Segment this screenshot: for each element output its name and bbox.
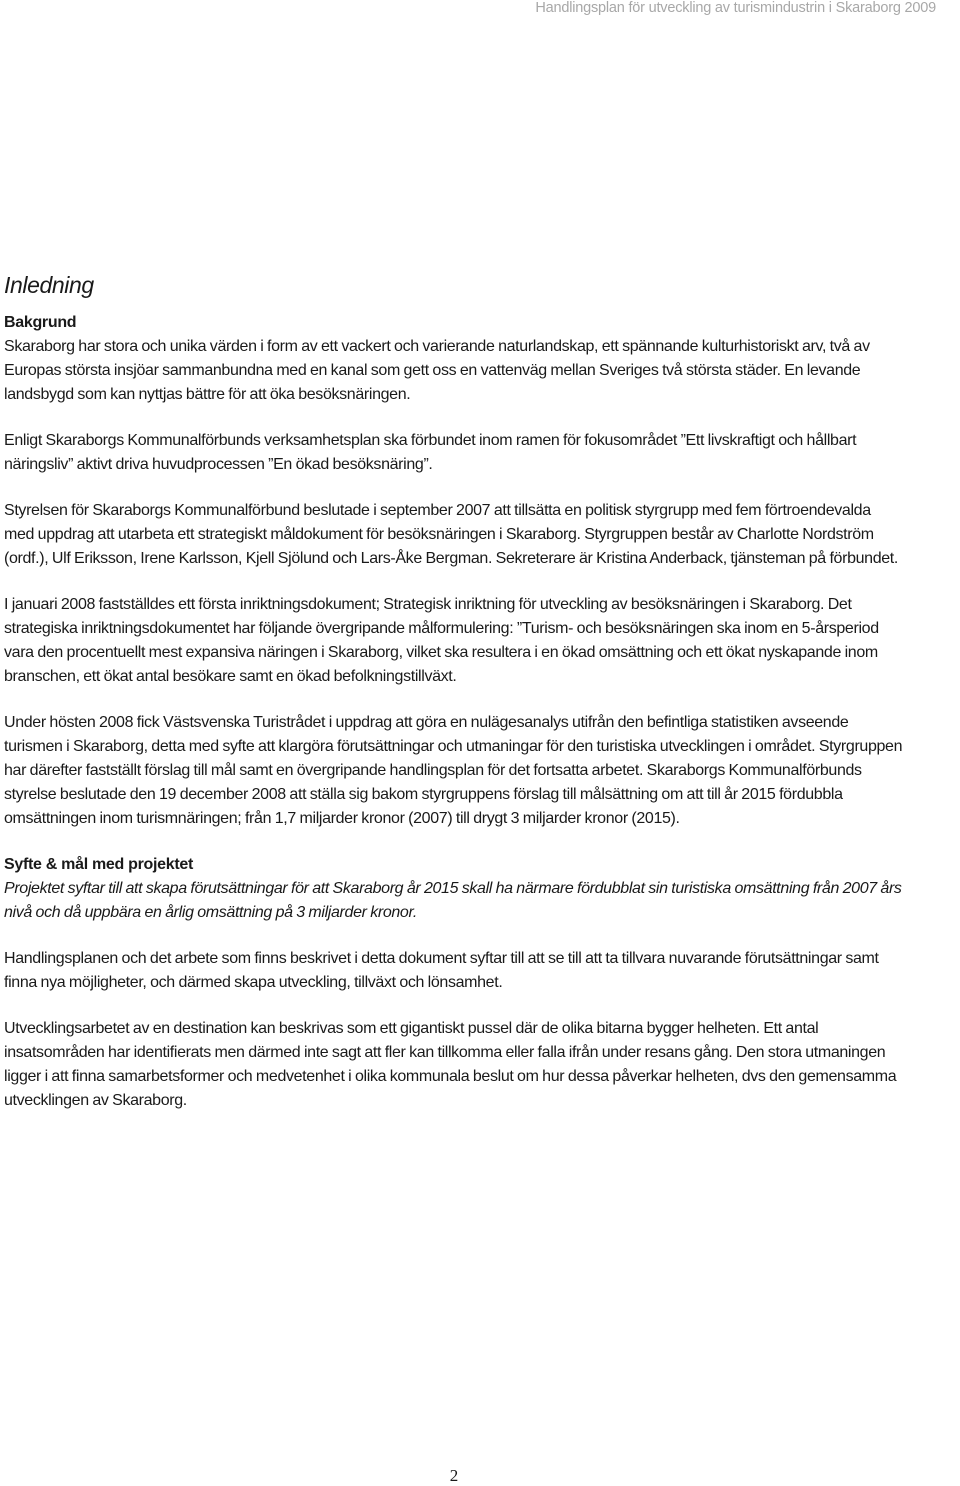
paragraph: Enligt Skaraborgs Kommunalförbunds verksamhetsplan ska förbundet inom ramen för fokusområdet ”Ett livskraftigt och hållbart näringsliv” aktivt driva huvudprocessen ”En ökad besöksnäring”. (4, 432, 857, 473)
running-header: Handlingsplan för utveckling av turismindustrin i Skaraborg 2009 (535, 0, 936, 16)
paragraph: Handlingsplanen och det arbete som finns beskrivet i detta dokument syftar till att se till att ta tillvara nuvarande förutsättningar samt finna nya möjligheter, och därmed skapa utveckling, tillväxt och lönsamhet. (4, 950, 879, 991)
goal-statement: Projektet syftar till att skapa förutsättningar för att Skaraborg år 2015 skall ha närmare fördubblat sin turistiska omsättning från 2007 års nivå och då uppbära en årlig omsättning på 3 miljarder kronor. (4, 880, 902, 921)
paragraph: Under hösten 2008 fick Västsvenska Turistrådet i uppdrag att göra en nulägesanalys utifrån den befintliga statistiken avseende turismen i Skaraborg, detta med syfte att klargöra förutsättningar och utmaningar för den turistiska utvecklingen i området. Styrgruppen har därefter fastställt förslag till mål samt en övergripande handlingsplan för det fortsatta arbetet. Skaraborgs Kommunalförbunds styrelse beslutade den 19 december 2008 att ställa sig bakom styrgruppens förslag till målsättning om att till år 2015 fördubbla omsättningen inom turismnäringen; från 1,7 miljarder kronor (2007) till drygt 3 miljarder kronor (2015). (4, 714, 903, 827)
paragraph: Skaraborg har stora och unika värden i form av ett vackert och varierande naturlandskap, ett spännande kulturhistoriskt arv, två av Europas största insjöar sammanbundna med en kanal som gett oss en vattenväg mellan Sveriges två största städer. En levande landsbygd som kan nyttjas bättre för att öka besöksnäringen. (4, 338, 870, 403)
paragraph: Styrelsen för Skaraborgs Kommunalförbund beslutade i september 2007 att tillsätta en politisk styrgrupp med fem förtroendevalda med uppdrag att utarbeta ett strategiskt måldokument för besöksnäringen i Skaraborg. Styrgruppen består av Charlotte Nordström (ordf.), Ulf Eriksson, Irene Karlsson, Kjell Sjölund och Lars-Åke Bergman. Sekreterare är Kristina Anderback, tjänsteman på förbundet. (4, 502, 898, 567)
paragraph: I januari 2008 fastställdes ett första inriktningsdokument; Strategisk inriktning för utveckling av besöksnäringen i Skaraborg. Det strategiska inriktningsdokumentet har följande övergripande målformulering: ”Turism- och besöksnäringen ska inom en 5-årsperiod vara den procentuellt mest expansiva näringen i Skaraborg, vilket ska resultera i en ökad omsättning och ett ökat nyskapande inom branschen, ett ökat antal besökare samt en ökad befolkningstillväxt. (4, 596, 879, 685)
page-number: 2 (449, 1466, 459, 1485)
page-content (4, 270, 904, 1135)
paragraph: Utvecklingsarbetet av en destination kan beskrivas som ett gigantiskt pussel där de olika bitarna bygger helheten. Ett antal insatsområden har identifierats men därmed inte sagt att fler kan tillkomma eller falla ifrån under resans gång. Den stora utmaningen ligger i att finna samarbetsformer och medvetenhet i olika kommunala beslut om hur dessa påverkar helheten, dvs den gemensamma utvecklingen av Skaraborg. (4, 1020, 897, 1109)
section-heading-background: Bakgrund (4, 314, 77, 331)
chapter-title: Inledning (4, 272, 94, 298)
section-heading-purpose: Syfte & mål med projektet (4, 856, 194, 873)
